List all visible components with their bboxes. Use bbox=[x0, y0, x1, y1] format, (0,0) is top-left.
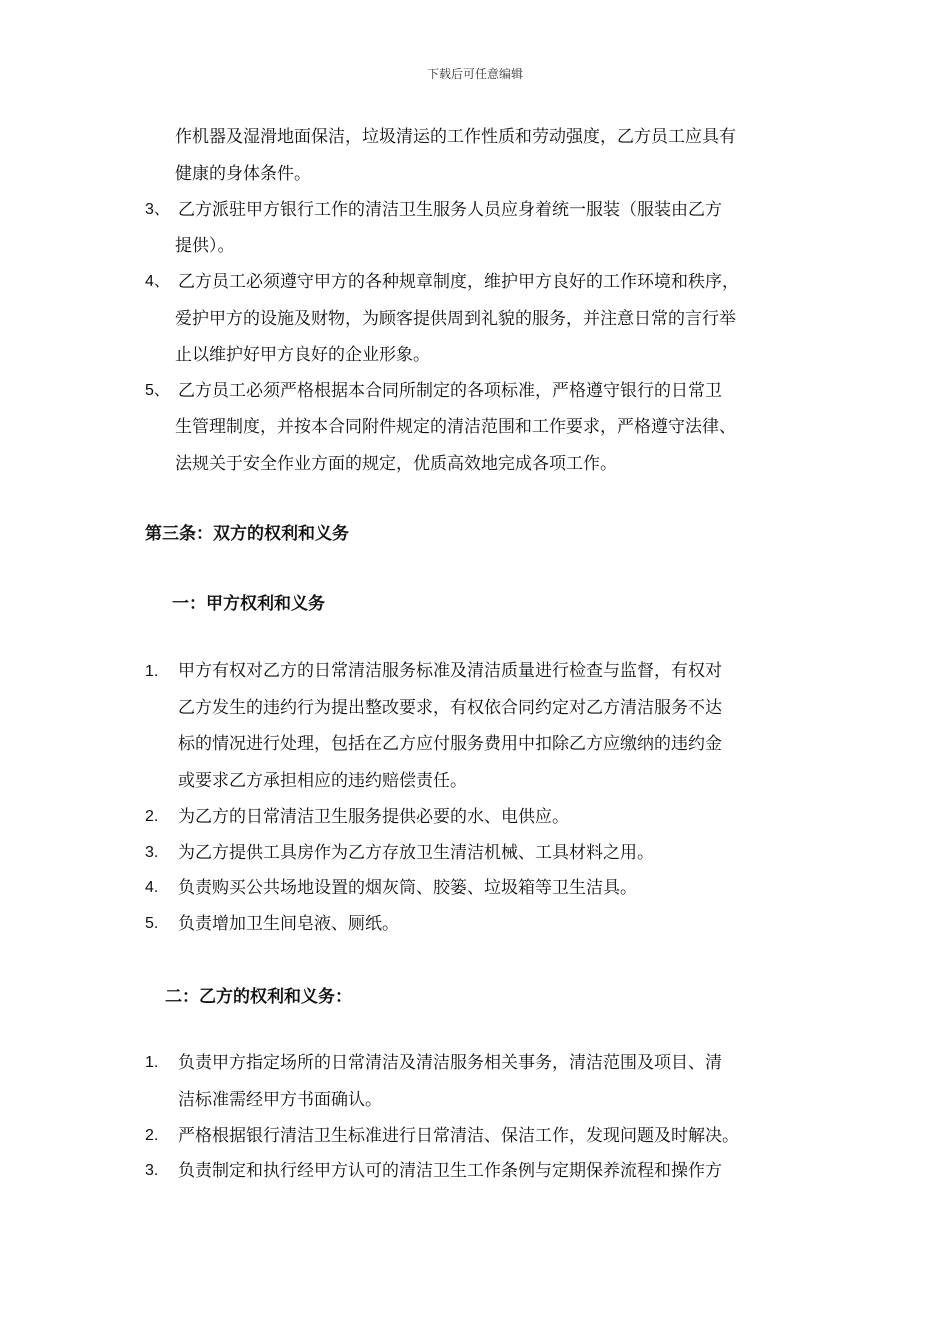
list-item-line: 严格根据银行清洁卫生标准进行日常清洁、保洁工作，发现问题及时解决。 bbox=[178, 1126, 739, 1146]
section-heading: 二：乙方的权利和义务： bbox=[165, 987, 352, 1007]
list-item-line: 负责购买公共场地设置的烟灰筒、胶篓、垃圾箱等卫生洁具。 bbox=[178, 878, 637, 898]
list-item-line: 负责制定和执行经甲方认可的清洁卫生工作条例与定期保养流程和操作方 bbox=[178, 1161, 722, 1181]
article-heading: 第三条：双方的权利和义务 bbox=[145, 524, 349, 544]
page-header: 下载后可任意编辑 bbox=[426, 67, 523, 81]
list-number: 1. bbox=[145, 1054, 159, 1071]
list-item-line: 负责甲方指定场所的日常清洁及清洁服务相关事务，清洁范围及项目、清 bbox=[178, 1053, 722, 1073]
list-item-line: 提供）。 bbox=[175, 236, 235, 256]
list-item-line: 爱护甲方的设施及财物，为顾客提供周到礼貌的服务，并注意日常的言行举 bbox=[175, 309, 736, 329]
list-item-line: 乙方员工必须遵守甲方的各种规章制度，维护甲方良好的工作环境和秩序， bbox=[178, 272, 739, 292]
list-item-line: 负责增加卫生间皂液、厕纸。 bbox=[178, 914, 399, 934]
list-item-line: 洁标准需经甲方书面确认。 bbox=[178, 1090, 382, 1110]
list-number: 3. bbox=[145, 844, 159, 861]
list-number: 2. bbox=[145, 1127, 159, 1144]
list-number: 3. bbox=[145, 1162, 159, 1179]
list-item-line: 甲方有权对乙方的日常清洁服务标准及清洁质量进行检查与监督，有权对 bbox=[178, 661, 722, 681]
list-item-line: 乙方发生的违约行为提出整改要求，有权依合同约定对乙方清洁服务不达 bbox=[178, 698, 722, 718]
intro-line: 作机器及湿滑地面保洁，垃圾清运的工作性质和劳动强度，乙方员工应具有 bbox=[175, 127, 736, 147]
list-item-line: 生管理制度，并按本合同附件规定的清洁范围和工作要求，严格遵守法律、 bbox=[175, 417, 736, 437]
list-item-line: 法规关于安全作业方面的规定，优质高效地完成各项工作。 bbox=[175, 454, 617, 474]
list-number: 5. bbox=[145, 915, 159, 932]
list-item-line: 标的情况进行处理，包括在乙方应付服务费用中扣除乙方应缴纳的违约金 bbox=[178, 734, 722, 754]
list-item-line: 为乙方的日常清洁卫生服务提供必要的水、电供应。 bbox=[178, 807, 569, 827]
intro-line: 健康的身体条件。 bbox=[175, 164, 311, 184]
list-number: 4. bbox=[145, 879, 159, 896]
list-number: 1. bbox=[145, 663, 159, 680]
section-heading: 一：甲方权利和义务 bbox=[172, 594, 325, 614]
list-item-line: 为乙方提供工具房作为乙方存放卫生清洁机械、工具材料之用。 bbox=[178, 843, 654, 863]
list-number: 5、 bbox=[145, 382, 170, 399]
list-number: 3、 bbox=[145, 201, 170, 218]
list-number: 4、 bbox=[145, 273, 170, 290]
list-item-line: 或要求乙方承担相应的违约赔偿责任。 bbox=[178, 771, 467, 791]
list-number: 2. bbox=[145, 808, 159, 825]
list-item-line: 乙方员工必须严格根据本合同所制定的各项标准，严格遵守银行的日常卫 bbox=[178, 381, 722, 401]
list-item-line: 止以维护好甲方良好的企业形象。 bbox=[175, 345, 430, 365]
list-item-line: 乙方派驻甲方银行工作的清洁卫生服务人员应身着统一服装（服装由乙方 bbox=[178, 200, 722, 220]
